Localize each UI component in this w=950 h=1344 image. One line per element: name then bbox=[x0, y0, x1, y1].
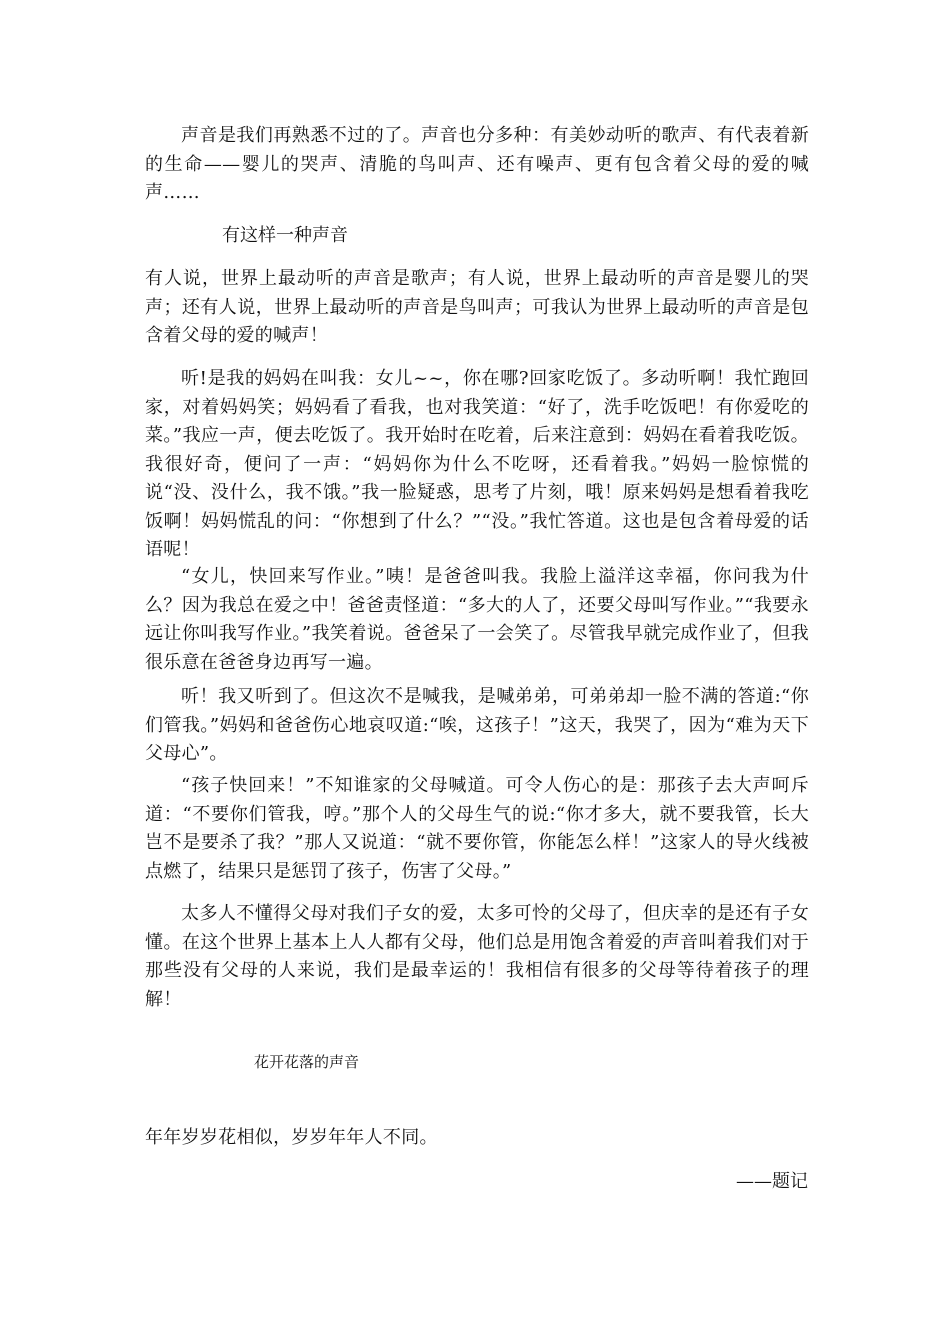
essay2-title: 花开花落的声音 bbox=[254, 1053, 360, 1071]
essay1-paragraph-6: 太多人不懂得父母对我们子女的爱，太多可怜的父母了，但庆幸的是还有子女懂。在这个世界上基本上人人都有父母，他们总是用饱含着爱的声音叫着我们对于那些没有父母的人来说，我们是最幸运的！我相信有很多的父母等待着孩子的理解！ bbox=[145, 903, 809, 1010]
intro-paragraph: 声音是我们再熟悉不过的了。声音也分多种：有美妙动听的歌声、有代表着新的生命——婴儿的哭声、清脆的鸟叫声、还有噪声、更有包含着父母的爱的喊声…… bbox=[145, 125, 809, 203]
essay1-paragraph-3: “女儿，快回来写作业。”咦！是爸爸叫我。我脸上溢洋这幸福，你问我为什么？因为我总在爱之中！爸爸责怪道：“多大的人了，还要父母叫写作业。”“我要永远让你叫我写作业。”我笑着说。爸爸呆了一会笑了。尽管我早就完成作业了，但我很乐意在爸爸身边再写一遍。 bbox=[145, 566, 809, 673]
essay1-paragraph-5: “孩子快回来！”不知谁家的父母喊道。可令人伤心的是：那孩子去大声呵斥道：“不要你们管我，哼。”那个人的父母生气的说:“你才多大，就不要我管，长大岂不是要杀了我？”那人又说道：“就不要你管，你能怎么样！”这家人的导火线被点燃了，结果只是惩罚了孩子，伤害了父母。” bbox=[145, 775, 809, 882]
essay1-paragraph-2: 听!是我的妈妈在叫我：女儿~~，你在哪?回家吃饭了。多动听啊！我忙跑回家，对着妈妈笑；妈妈看了看我，也对我笑道：“好了，洗手吃饭吧！有你爱吃的菜。”我应一声，便去吃饭了。我开始时在吃着，后来注意到：妈妈在看着我吃饭。我很好奇，便问了一声：“妈妈你为什么不吃呀，还看着我。”妈妈一脸惊慌的说“没、没什么，我不饿。”我一脸疑惑，思考了片刻，哦！原来妈妈是想看着我吃饭啊！妈妈慌乱的问：“你想到了什么？”“没。”我忙答道。这也是包含着母爱的话语呢！ bbox=[145, 368, 809, 560]
epigraph-signature: ——题记 bbox=[736, 1171, 808, 1192]
essay1-title: 有这样一种声音 bbox=[222, 225, 348, 246]
essay1-paragraph-1: 有人说，世界上最动听的声音是歌声；有人说，世界上最动听的声音是婴儿的哭声；还有人说，世界上最动听的声音是鸟叫声；可我认为世界上最动听的声音是包含着父母的爱的喊声！ bbox=[145, 268, 809, 346]
essay1-paragraph-4: 听！我又听到了。但这次不是喊我，是喊弟弟，可弟弟却一脸不满的答道:“你们管我。”妈妈和爸爸伤心地哀叹道:“唉，这孩子！”这天，我哭了，因为“难为天下父母心”。 bbox=[145, 686, 809, 764]
essay2-epigraph: 年年岁岁花相似，岁岁年年人不同。 bbox=[145, 1127, 438, 1148]
